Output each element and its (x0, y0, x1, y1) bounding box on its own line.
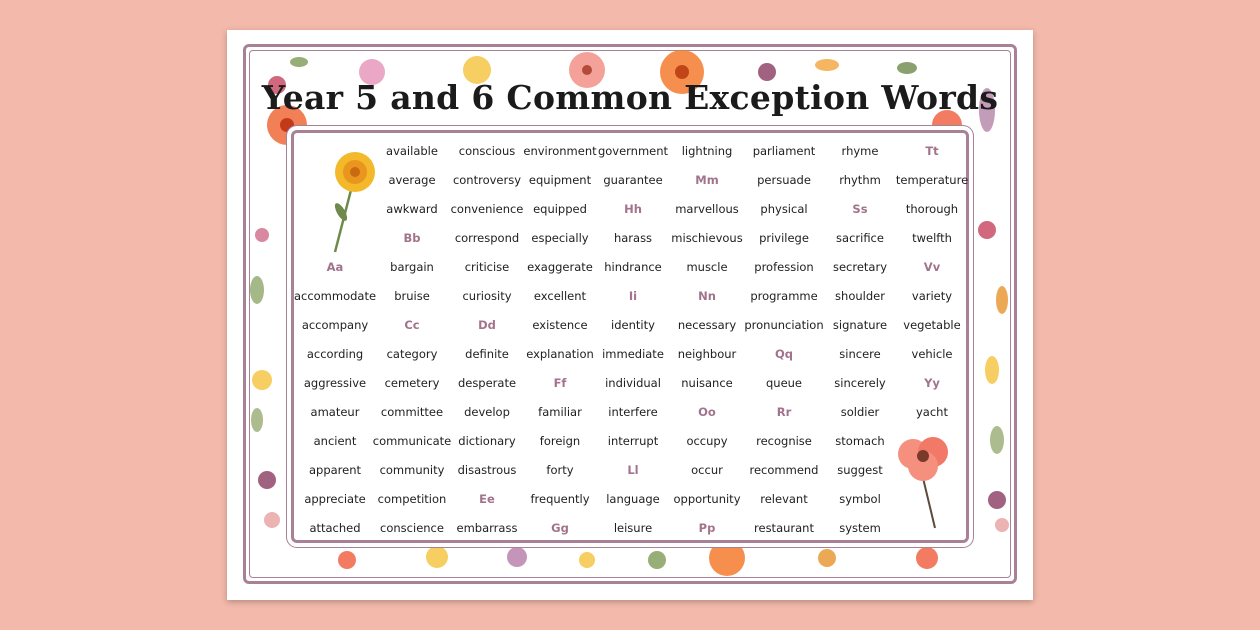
flower-left-side-icon (250, 228, 280, 528)
word-cell: dictionary (458, 433, 516, 448)
word-cell: sacrifice (836, 230, 884, 245)
word-cell: according (306, 346, 364, 361)
word-cell: forty (546, 462, 574, 477)
word-cell: communicate (372, 433, 452, 448)
letter-heading: Gg (551, 520, 569, 535)
letter-heading: Aa (326, 259, 344, 274)
letter-heading: Dd (478, 317, 496, 332)
word-cell: parliament (752, 143, 816, 158)
word-cell: controversy (452, 172, 522, 187)
empty-cell (296, 165, 374, 194)
word-cell: rhythm (839, 172, 881, 187)
word-cell: shoulder (835, 288, 885, 303)
word-cell: twelfth (912, 230, 952, 245)
word-cell: equipment (528, 172, 592, 187)
word-mat-sheet (227, 30, 1033, 600)
word-grid (293, 136, 969, 542)
word-cell: desperate (457, 375, 517, 390)
letter-heading: Mm (695, 172, 719, 187)
empty-cell (296, 223, 374, 252)
word-cell: individual (605, 375, 661, 390)
word-cell: yacht (916, 404, 948, 419)
empty-cell (896, 513, 968, 542)
word-cell: category (386, 346, 438, 361)
word-cell: physical (760, 201, 808, 216)
word-cell: community (379, 462, 445, 477)
letter-heading: Ff (553, 375, 567, 390)
word-cell: occur (691, 462, 723, 477)
word-cell: criticise (464, 259, 510, 274)
word-cell: appreciate (304, 491, 366, 506)
word-cell: secretary (832, 259, 888, 274)
word-cell: exaggerate (527, 259, 593, 274)
word-cell: necessary (677, 317, 737, 332)
letter-heading: Ee (479, 491, 495, 506)
word-cell: hindrance (604, 259, 662, 274)
word-cell: guarantee (603, 172, 663, 187)
word-cell: system (839, 520, 881, 535)
word-cell: programme (750, 288, 818, 303)
word-cell: convenience (450, 201, 524, 216)
word-cell: competition (377, 491, 447, 506)
word-cell: conscience (380, 520, 444, 535)
letter-heading: Nn (698, 288, 716, 303)
letter-heading: Ll (627, 462, 639, 477)
word-cell: soldier (840, 404, 880, 419)
letter-heading: Cc (404, 317, 420, 332)
word-cell: equipped (533, 201, 587, 216)
empty-cell (896, 426, 968, 455)
word-cell: opportunity (673, 491, 741, 506)
word-cell: government (597, 143, 669, 158)
letter-heading: Oo (698, 404, 716, 419)
word-cell: apparent (308, 462, 362, 477)
word-cell: sincere (839, 346, 881, 361)
word-cell: definite (465, 346, 509, 361)
flower-bottom-row-icon (338, 540, 938, 576)
word-cell: embarrass (456, 520, 518, 535)
word-cell: curiosity (462, 288, 512, 303)
word-cell: interrupt (607, 433, 659, 448)
word-cell: thorough (905, 201, 959, 216)
word-cell: vehicle (911, 346, 953, 361)
word-cell: occupy (686, 433, 728, 448)
empty-cell (296, 194, 374, 223)
word-cell: variety (911, 288, 953, 303)
word-cell: relevant (760, 491, 808, 506)
word-cell: cemetery (384, 375, 440, 390)
letter-heading: Qq (774, 346, 793, 361)
word-cell: restaurant (754, 520, 814, 535)
word-cell: environment (523, 143, 597, 158)
letter-heading: Vv (923, 259, 941, 274)
word-cell: marvellous (675, 201, 739, 216)
word-cell: foreign (539, 433, 581, 448)
word-cell: especially (531, 230, 589, 245)
word-cell: explanation (526, 346, 594, 361)
word-cell: develop (464, 404, 510, 419)
letter-heading: Tt (925, 143, 939, 158)
word-cell: accommodate (293, 288, 377, 303)
letter-heading: Hh (624, 201, 642, 216)
word-cell: signature (832, 317, 888, 332)
word-cell: harass (613, 230, 653, 245)
word-cell: suggest (837, 462, 883, 477)
word-cell: excellent (533, 288, 587, 303)
word-cell: pronunciation (744, 317, 824, 332)
word-cell: sincerely (834, 375, 886, 390)
word-cell: privilege (759, 230, 809, 245)
word-cell: disastrous (457, 462, 517, 477)
word-cell: immediate (602, 346, 664, 361)
word-cell: identity (611, 317, 655, 332)
word-cell: recognise (756, 433, 812, 448)
word-cell: committee (380, 404, 444, 419)
letter-heading: Rr (776, 404, 792, 419)
word-cell: stomach (835, 433, 885, 448)
word-cell: vegetable (903, 317, 961, 332)
word-cell: persuade (757, 172, 811, 187)
word-cell: leisure (613, 520, 653, 535)
word-cell: ancient (313, 433, 357, 448)
flower-right-side-icon (978, 221, 1009, 532)
word-cell: neighbour (677, 346, 737, 361)
word-cell: temperature (895, 172, 969, 187)
word-cell: rhyme (841, 143, 879, 158)
word-cell: symbol (839, 491, 881, 506)
word-cell: mischievous (671, 230, 743, 245)
word-cell: available (386, 143, 438, 158)
word-cell: aggressive (303, 375, 367, 390)
word-cell: bruise (394, 288, 430, 303)
empty-cell (896, 455, 968, 484)
word-cell: frequently (530, 491, 590, 506)
letter-heading: Yy (924, 375, 940, 390)
word-cell: correspond (454, 230, 520, 245)
word-cell: recommend (749, 462, 819, 477)
word-cell: accompany (301, 317, 369, 332)
word-cell: attached (309, 520, 361, 535)
word-cell: amateur (310, 404, 360, 419)
word-cell: familiar (538, 404, 582, 419)
page-title: Year 5 and 6 Common Exception Words (261, 78, 999, 117)
letter-heading: Ii (628, 288, 638, 303)
letter-heading: Pp (698, 520, 716, 535)
word-cell: existence (532, 317, 588, 332)
word-cell: conscious (458, 143, 516, 158)
word-cell: language (606, 491, 660, 506)
word-cell: interfere (608, 404, 658, 419)
word-cell: profession (754, 259, 814, 274)
word-cell: awkward (386, 201, 438, 216)
empty-cell (896, 484, 968, 513)
word-cell: muscle (686, 259, 728, 274)
word-cell: bargain (390, 259, 434, 274)
word-cell: average (388, 172, 436, 187)
word-cell: queue (765, 375, 803, 390)
letter-heading: Ss (852, 201, 868, 216)
word-cell: nuisance (681, 375, 733, 390)
word-cell: lightning (681, 143, 733, 158)
empty-cell (296, 136, 374, 165)
letter-heading: Bb (403, 230, 421, 245)
